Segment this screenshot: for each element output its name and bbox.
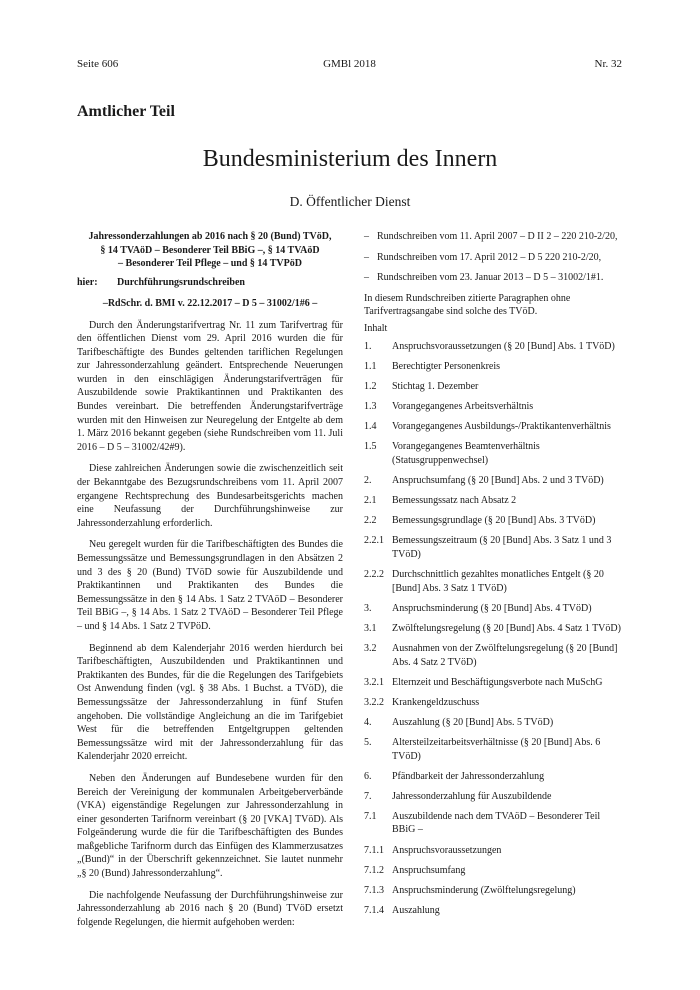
repealed-item bbox=[364, 251, 624, 265]
dash-marker: – bbox=[364, 251, 369, 263]
toc-item bbox=[364, 844, 624, 858]
toc-number: 3. bbox=[364, 602, 372, 614]
toc-number: 1.5 bbox=[364, 441, 377, 453]
toc-text: Auszahlung (§ 20 [Bund] Abs. 5 TVöD) bbox=[392, 716, 554, 728]
toc-number: 3.1 bbox=[364, 622, 377, 634]
toc-item bbox=[364, 400, 624, 414]
toc-number: 3.2.1 bbox=[364, 676, 384, 688]
toc-item bbox=[364, 360, 624, 374]
department-heading: D. Öffentlicher Dienst bbox=[289, 194, 411, 209]
toc-item bbox=[364, 602, 624, 616]
toc-text: Anspruchsvoraussetzungen bbox=[392, 844, 502, 856]
toc-number: 3.2 bbox=[364, 642, 377, 654]
toc-item bbox=[364, 568, 624, 595]
toc-item bbox=[364, 340, 624, 354]
toc-text: Durchschnittlich gezahltes monatliches Entgelt (§ 20 [Bund] Abs. 3 Satz 1 TVöD) bbox=[392, 569, 604, 594]
toc-text: Bemessungszeitraum (§ 20 [Bund] Abs. 3 Satz 1 und 3 TVöD) bbox=[392, 535, 612, 560]
toc-text: Bemessungssatz nach Absatz 2 bbox=[392, 495, 517, 507]
toc-text: Altersteilzeitarbeitsverhältnisse (§ 20 [Bund] Abs. 6 TVöD) bbox=[392, 736, 601, 762]
subject-line bbox=[77, 276, 343, 290]
toc-number: 7.1.4 bbox=[364, 904, 384, 916]
toc-number: 7.1.3 bbox=[364, 884, 384, 896]
page-number: Seite 606 bbox=[77, 58, 119, 70]
toc-item bbox=[364, 514, 624, 528]
toc-text: Zwölftelungsregelung (§ 20 [Bund] Abs. 4 Satz 1 TVöD) bbox=[392, 622, 621, 634]
toc-number: 5. bbox=[364, 736, 372, 748]
toc-item bbox=[364, 420, 624, 434]
toc-number: 7.1 bbox=[364, 810, 377, 822]
toc-text: Pfändbarkeit der Jahressonderzahlung bbox=[392, 770, 545, 782]
toc-text: Bemessungsgrundlage (§ 20 [Bund] Abs. 3 TVöD) bbox=[392, 515, 596, 527]
table-of-contents bbox=[364, 340, 624, 917]
toc-text: Auszahlung bbox=[392, 904, 440, 916]
toc-number: 1.3 bbox=[364, 401, 377, 413]
title-line: Jahressonderzahlungen ab 2016 nach § 20 (Bund) TVöD, bbox=[88, 231, 332, 242]
toc-item bbox=[364, 534, 624, 561]
body-paragraph: Neben den Änderungen auf Bundesebene wurden für den Bereich der Vereinigung der kommunalen Arbeitgeberverbände (VKA) eigenständige Regelungen zur Jahressonderzahlung in einer gesonderten Tarifnorm vereinbart (§ 20 [VKA] TVöD). Als Folgeänderung wurde die für die Tarifbeschäftigten des Bundes maßgebliche Tarifnorm durch das Einfügen des Klammerzusatzes „(Bund)“ in der Überschrift gekennzeichnet. Sie lautet nunmehr „§ 20 (Bund) Jahressonderzahlung“. bbox=[77, 772, 343, 880]
body-paragraph: Durch den Änderungstarifvertrag Nr. 11 zum Tarifvertrag für den öffentlichen Dienst vom 29. April 2016 wurden die für Tarifbeschäftigte des Bundes geltenden tariflichen Regelungen zur Jahressonderzahlung geändert. Entsprechende Neuerungen wurden in den einschlägigen Änderungstarifverträgen für Auszubildende sowie Praktikantinnen und Praktikanten des Bundes vereinbart. Die betreffenden Änderungstarifverträge wurden mit den Hinweisen zur Neuregelung der Entgelte ab dem 1. März 2016 bekannt gegeben (siehe Rundschreiben vom 11. Juli 2016 – D 5 – 31002/42#9). bbox=[77, 319, 343, 453]
body-paragraph: Neu geregelt wurden für die Tarifbeschäftigten des Bundes die Bemessungssätze und Bemessungsgrundlagen in den Absätzen 2 und 3 des § 20 (Bund) TVöD sowie für Auszubildende und Praktikantinnen und Praktikanten des Bundes die Bemessungssätze in den § 14 Abs. 1 Satz 2 TVAöD – Besonderer Teil BBiG –, § 14 Abs. 1 Satz 2 TVAöD – Besonderer Teil Pflege – und § 14 Abs. 1 Satz 2 TVPöD. bbox=[77, 539, 343, 632]
document-title bbox=[77, 230, 343, 271]
toc-number: 1.1 bbox=[364, 361, 377, 373]
toc-text: Vorangegangenes Beamtenverhältnis (Statusgruppenwechsel) bbox=[392, 441, 540, 467]
toc-item bbox=[364, 696, 624, 710]
dash-marker: – bbox=[364, 231, 369, 242]
toc-item bbox=[364, 494, 624, 508]
body-paragraph: Beginnend ab dem Kalenderjahr 2016 werden hierdurch bei Tarifbeschäftigten, Auszubildenden und Praktikantinnen und Praktikanten des Bundes, für die die Regelungen des Tarifgebiets Ost Anwendung finden (vgl. § 38 Abs. 1 Buchst. a TVöD), die Bemessungssätze der Jahressonderzahlung in fünf Stufen angehoben. Die vollständige Angleichung an die im Tarifgebiet West für die betreffenden Entgeltgruppen geltenden Bemessungssätze wird mit der Jahressonderzahlung für das Kalenderjahr 2020 erreicht. bbox=[77, 642, 343, 763]
toc-text: Elternzeit und Beschäftigungsverbote nach MuSchG bbox=[392, 676, 603, 688]
toc-number: 3.2.2 bbox=[364, 696, 384, 708]
circular-reference: –RdSchr. d. BMI v. 22.12.2017 – D 5 – 31002/1#6 – bbox=[102, 298, 318, 309]
toc-text: Jahressonderzahlung für Auszubildende bbox=[392, 790, 552, 802]
publication-name: GMBl 2018 bbox=[323, 58, 376, 70]
body-paragraph: Die nachfolgende Neufassung der Durchführungshinweise zur Jahressonderzahlung ab 2016 nach § 20 (Bund) TVöD ersetzt folgende Regelungen, die hiermit aufgehoben werden: bbox=[77, 889, 343, 928]
toc-item bbox=[364, 380, 624, 394]
toc-heading: Inhalt bbox=[364, 322, 388, 334]
toc-number: 1.4 bbox=[364, 421, 377, 433]
toc-item bbox=[364, 904, 624, 918]
toc-number: 2.2.1 bbox=[364, 535, 384, 547]
toc-item bbox=[364, 676, 624, 690]
toc-item bbox=[364, 474, 624, 488]
toc-item bbox=[364, 622, 624, 636]
toc-item bbox=[364, 642, 624, 669]
dash-marker: – bbox=[364, 272, 369, 284]
toc-text: Anspruchsminderung (Zwölftelungsregelung) bbox=[392, 884, 576, 896]
subject-text: Durchführungsrundschreiben bbox=[117, 276, 245, 288]
toc-text: Krankengeldzuschuss bbox=[392, 696, 480, 708]
repealed-text: Rundschreiben vom 11. April 2007 – D II 2 – 220 210-2/20, bbox=[377, 231, 618, 242]
repealed-text: Rundschreiben vom 17. April 2012 – D 5 220 210-2/20, bbox=[377, 251, 602, 263]
toc-text: Anspruchsvoraussetzungen (§ 20 [Bund] Abs. 1 TVöD) bbox=[392, 340, 615, 352]
toc-item bbox=[364, 716, 624, 730]
body-paragraph: Diese zahlreichen Änderungen sowie die zwischenzeitlich seit der Bekanntgabe des Bezugsrundschreibens vom 11. April 2007 ergangene Rechtsprechung des Bundesarbeitsgerichts machen eine Neufassung der Durchführungshinweise zur Jahressonderzahlung erforderlich. bbox=[77, 463, 343, 529]
repealed-text: Rundschreiben vom 23. Januar 2013 – D 5 – 31002/1#1. bbox=[377, 272, 604, 284]
toc-item bbox=[364, 770, 624, 784]
intro-note: In diesem Rundschreiben zitierte Paragraphen ohne Tarifvertragsangabe sind solche des TVöD. bbox=[364, 292, 571, 318]
toc-number: 7.1.2 bbox=[364, 864, 384, 876]
toc-text: Ausnahmen von der Zwölftelungsregelung (§ 20 [Bund] Abs. 4 Satz 2 TVöD) bbox=[392, 642, 618, 668]
section-title: Amtlicher Teil bbox=[77, 103, 175, 120]
toc-number: 2. bbox=[364, 475, 372, 487]
toc-text: Anspruchsumfang (§ 20 [Bund] Abs. 2 und 3 TVöD) bbox=[392, 475, 604, 487]
toc-number: 1.2 bbox=[364, 381, 377, 393]
toc-number: 2.2.2 bbox=[364, 569, 384, 581]
toc-item bbox=[364, 440, 624, 467]
toc-number: 7. bbox=[364, 790, 372, 802]
toc-text: Auszubildende nach dem TVAöD – Besonderer Teil BBiG – bbox=[392, 810, 601, 836]
title-line: § 14 TVAöD – Besonderer Teil BBiG –, § 14 TVAöD bbox=[100, 244, 320, 256]
toc-text: Berechtigter Personenkreis bbox=[392, 361, 501, 373]
subject-label: hier: bbox=[77, 276, 98, 288]
toc-number: 2.1 bbox=[364, 495, 377, 507]
toc-number: 1. bbox=[364, 340, 372, 352]
toc-number: 7.1.1 bbox=[364, 844, 384, 856]
repealed-item bbox=[364, 271, 624, 285]
left-column bbox=[77, 230, 343, 929]
toc-item bbox=[364, 790, 624, 804]
toc-item bbox=[364, 810, 624, 837]
toc-number: 6. bbox=[364, 770, 372, 782]
ministry-heading: Bundesministerium des Innern bbox=[202, 146, 498, 172]
issue-number: Nr. 32 bbox=[594, 58, 622, 70]
toc-text: Anspruchsumfang bbox=[392, 864, 466, 876]
right-column bbox=[364, 230, 624, 924]
toc-item bbox=[364, 884, 624, 898]
toc-text: Vorangegangenes Ausbildungs-/Praktikantenverhältnis bbox=[392, 421, 611, 433]
title-line: – Besonderer Teil Pflege – und § 14 TVPöD bbox=[118, 258, 302, 269]
repealed-item bbox=[364, 230, 624, 244]
toc-text: Anspruchsminderung (§ 20 [Bund] Abs. 4 TVöD) bbox=[392, 602, 592, 614]
toc-number: 4. bbox=[364, 716, 372, 728]
toc-item bbox=[364, 736, 624, 763]
toc-number: 2.2 bbox=[364, 515, 377, 527]
toc-text: Stichtag 1. Dezember bbox=[392, 381, 479, 393]
toc-text: Vorangegangenes Arbeitsverhältnis bbox=[392, 401, 534, 413]
toc-item bbox=[364, 864, 624, 878]
